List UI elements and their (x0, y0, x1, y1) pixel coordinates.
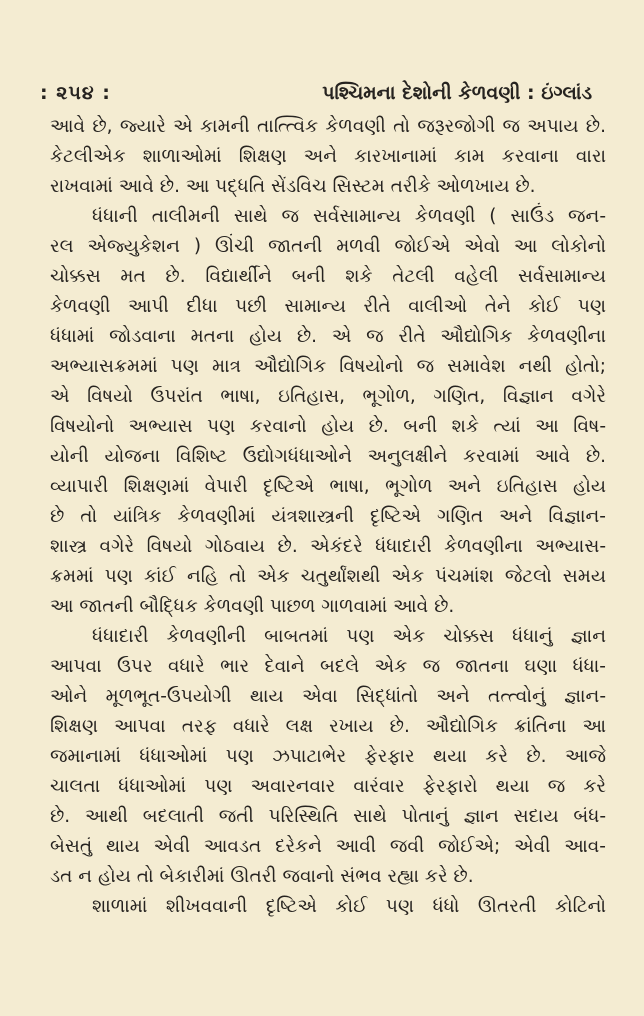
text-line: કેટલીએક શાળાઓમાં શિક્ષણ અને કારખાનામાં કામ કરવાના વારા (50, 146, 606, 167)
page-header (40, 78, 592, 108)
running-title: પશ્ચિમના દેશોની કેળવણી : ઇંગ્લાંડ (322, 82, 592, 104)
body-text (50, 112, 606, 922)
text-line: શિક્ષણ આપવા તરફ વધારે લક્ષ રખાય છે. ઔદ્યોગિક ક્રાંતિના આ (50, 716, 606, 737)
text-line: રલ એજ્યુકેશન ) ઊંચી જાતની મળવી જોઈએ એવો આ લોકોનો (50, 236, 606, 257)
text-line: ધંધાની તાલીમની સાથે જ સર્વસામાન્ય કેળવણી ( સાઉંડ જન- (92, 206, 606, 227)
text-line: ડત ન હોય તો બેકારીમાં ઊતરી જવાનો સંભવ રહ્યા કરે છે. (50, 866, 474, 887)
text-line: છે. આથી બદલાતી જતી પરિસ્થિતિ સાથે પોતાનું જ્ઞાન સદાય બંધ- (50, 806, 606, 827)
text-line: આપવા ઉપર વધારે ભાર દેવાને બદલે એક જ જાતના ઘણા ધંધા- (50, 656, 606, 677)
text-line: ચોક્કસ મત છે. વિદ્યાર્થીને બની શકે તેટલી વહેલી સર્વસામાન્ય (50, 266, 606, 287)
text-line: વિષયોનો અભ્યાસ પણ કરવાનો હોય છે. બની શકે ત્યાં આ વિષ- (50, 416, 606, 437)
text-line: રાખવામાં આવે છે. આ પદ્ધતિ સેંડવિચ સિસ્ટમ તરીકે ઓળખાય છે. (50, 176, 536, 197)
text-line: જમાનામાં ધંધાઓમાં પણ ઝપાટાભેર ફેરફાર થયા કરે છે. આજે (50, 746, 606, 767)
text-line: ચાલતા ધંધાઓમાં પણ અવારનવાર વારંવાર ફેરફારો થયા જ કરે (50, 776, 606, 797)
text-line: બેસતું થાય એવી આવડત દરેકને આવી જવી જોઈએ; એવી આવ- (50, 836, 606, 857)
text-line: શાસ્ત્ર વગેરે વિષયો ગોઠવાય છે. એકંદરે ધંધાદારી કેળવણીના અભ્યાસ- (50, 536, 606, 557)
text-line: કેળવણી આપી દીધા પછી સામાન્ય રીતે વાલીઓ તેને કોઈ પણ (50, 296, 606, 317)
text-line: આ જાતની બૌદ્ધિક કેળવણી પાછળ ગાળવામાં આવે છે. (50, 596, 455, 617)
text-line: અભ્યાસક્રમમાં પણ માત્ર ઔદ્યોગિક વિષયોનો જ સમાવેશ નથી હોતો; (50, 356, 606, 377)
text-line: ઓને મૂળભૂત-ઉપયોગી થાય એવા સિદ્ધાંતો અને તત્ત્વોનું જ્ઞાન- (50, 686, 606, 707)
text-line: યોની યોજના વિશિષ્ટ ઉદ્યોગધંધાઓને અનુલક્ષીને કરવામાં આવે છે. (50, 446, 606, 467)
text-line: છે તો યાંત્રિક કેળવણીમાં યંત્રશાસ્ત્રની દૃષ્ટિએ ગણિત અને વિજ્ઞાન- (50, 506, 606, 527)
text-line: ધંધામાં જોડવાના મતના હોય છે. એ જ રીતે ઔદ્યોગિક કેળવણીના (50, 326, 606, 347)
page-number: : ૨૫૪ : (40, 82, 111, 104)
text-line: એ વિષયો ઉપરાંત ભાષા, ઇતિહાસ, ભૂગોળ, ગણિત, વિજ્ઞાન વગેરે (50, 386, 606, 407)
text-line: વ્યાપારી શિક્ષણમાં વેપારી દૃષ્ટિએ ભાષા, ભૂગોળ અને ઇતિહાસ હોય (50, 476, 606, 497)
text-line: આવે છે, જ્યારે એ કામની તાત્ત્વિક કેળવણી તો જરૂરજોગી જ અપાય છે. (50, 116, 606, 137)
text-line: ધંધાદારી કેળવણીની બાબતમાં પણ એક ચોક્કસ ધંધાનું જ્ઞાન (92, 626, 606, 647)
text-line: ક્રમમાં પણ કાંઈ નહિ તો એક ચતુર્થાંશથી એક પંચમાંશ જેટલો સમય (50, 566, 606, 587)
text-line: શાળામાં શીખવવાની દૃષ્ટિએ કોઈ પણ ધંધો ઊતરતી કોટિનો (92, 896, 606, 917)
